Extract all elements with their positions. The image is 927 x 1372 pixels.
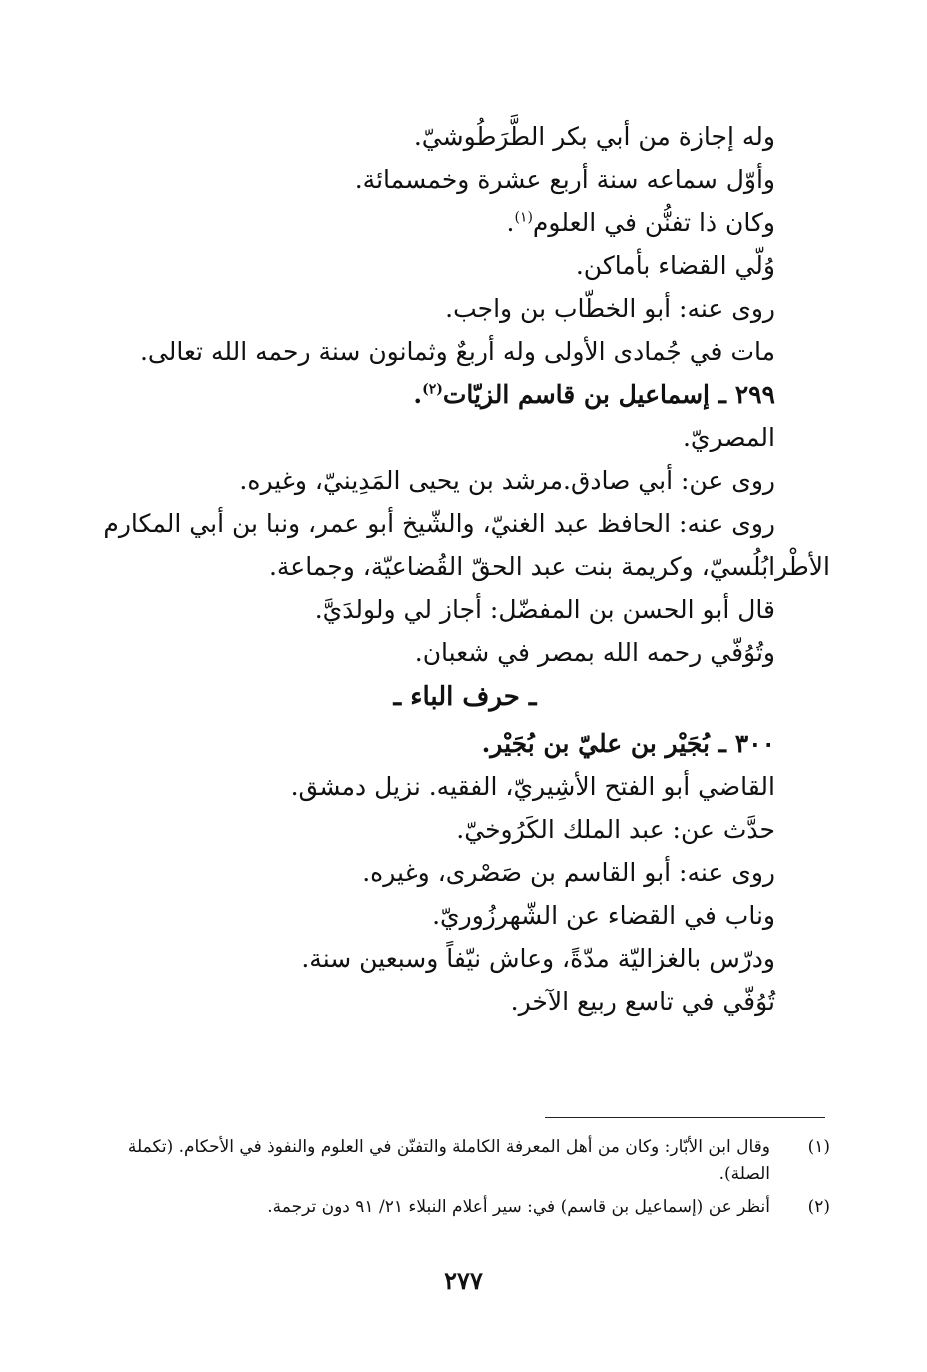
text-line: روى عنه: أبو الخطّاب بن واجب. (445, 294, 775, 323)
text-line: روى عنه: أبو القاسم بن صَصْرى، وغيره. (362, 858, 775, 887)
text-line: قال أبو الحسن بن المفضّل: أجاز لي ولولدَيَّ. (314, 595, 775, 624)
footnote-number: (٢) (807, 1197, 830, 1217)
text-line: المصريّ. (682, 423, 775, 452)
section-heading: ـ حرف الباء ـ (393, 682, 537, 712)
text-line: وأوّل سماعه سنة أربع عشرة وخمسمائة. (354, 165, 775, 194)
text-line: وكان ذا تفنُّن في العلوم$^{(١)}$. (506, 208, 775, 237)
text-line: وتُوُفّي رحمه الله بمصر في شعبان. (414, 638, 775, 667)
text-line: مات في جُمادى الأولى وله أربعٌ وثمانون سنة رحمه الله تعالى. (139, 337, 775, 366)
text-line: حدَّث عن: عبد الملك الكَرُوخيّ. (456, 815, 775, 844)
footnote-1 (105, 1134, 830, 1188)
text-line: القاضي أبو الفتح الأشِيريّ، الفقيه. نزيل دمشق. (290, 772, 775, 801)
text-line: روى عن: أبي صادق.مرشد بن يحيى المَدِينيّ، وغيره. (239, 466, 775, 495)
text-line: الأطْرابُلُسيّ، وكريمة بنت عبد الحقّ القُضاعيّة، وجماعة. (268, 552, 830, 581)
footnote-ref-2: (٢) (422, 381, 443, 398)
footnote-number: (١) (807, 1137, 830, 1157)
text-line: وله إجازة من أبي بكر الطَّرَطُوشيّ. (413, 122, 775, 151)
text-line: ودرّس بالغزاليّة مدّةً، وعاش نيّفاً وسبعين سنة. (301, 944, 775, 973)
footnote-2 (105, 1194, 830, 1221)
body-text (100, 115, 830, 1023)
page-number: ٢٧٧ (444, 1266, 483, 1295)
text-line: وُلّي القضاء بأماكن. (575, 251, 775, 280)
entry-heading-300: ٣٠٠ ـ بُجَيْر بن عليّ بن بُجَيْر. (481, 729, 775, 758)
entry-heading-299: ٢٩٩ ـ إسماعيل بن قاسم الزيّات$^{(٢)}$. (413, 380, 775, 409)
footnote-ref-1: (١) (514, 209, 533, 226)
footnote-text: وقال ابن الأبّار: وكان من أهل المعرفة الكاملة والتفنّن في العلوم والنفوذ في الأحكام. (تكملة الصلة). (127, 1137, 770, 1184)
text-line: تُوُفّي في تاسع ربيع الآخر. (510, 987, 775, 1016)
text-line: وناب في القضاء عن الشّهرزُوريّ. (432, 901, 775, 930)
footnotes (105, 1134, 830, 1227)
footnote-text: أنظر عن (إسماعيل بن قاسم) في: سير أعلام النبلاء ٢١/ ٩١ دون ترجمة. (267, 1197, 770, 1217)
text-line: روى عنه: الحافظ عبد الغنيّ، والشّيخ أبو عمر، ونبا بن أبي المكارم (103, 509, 775, 538)
footnote-divider (545, 1117, 825, 1118)
